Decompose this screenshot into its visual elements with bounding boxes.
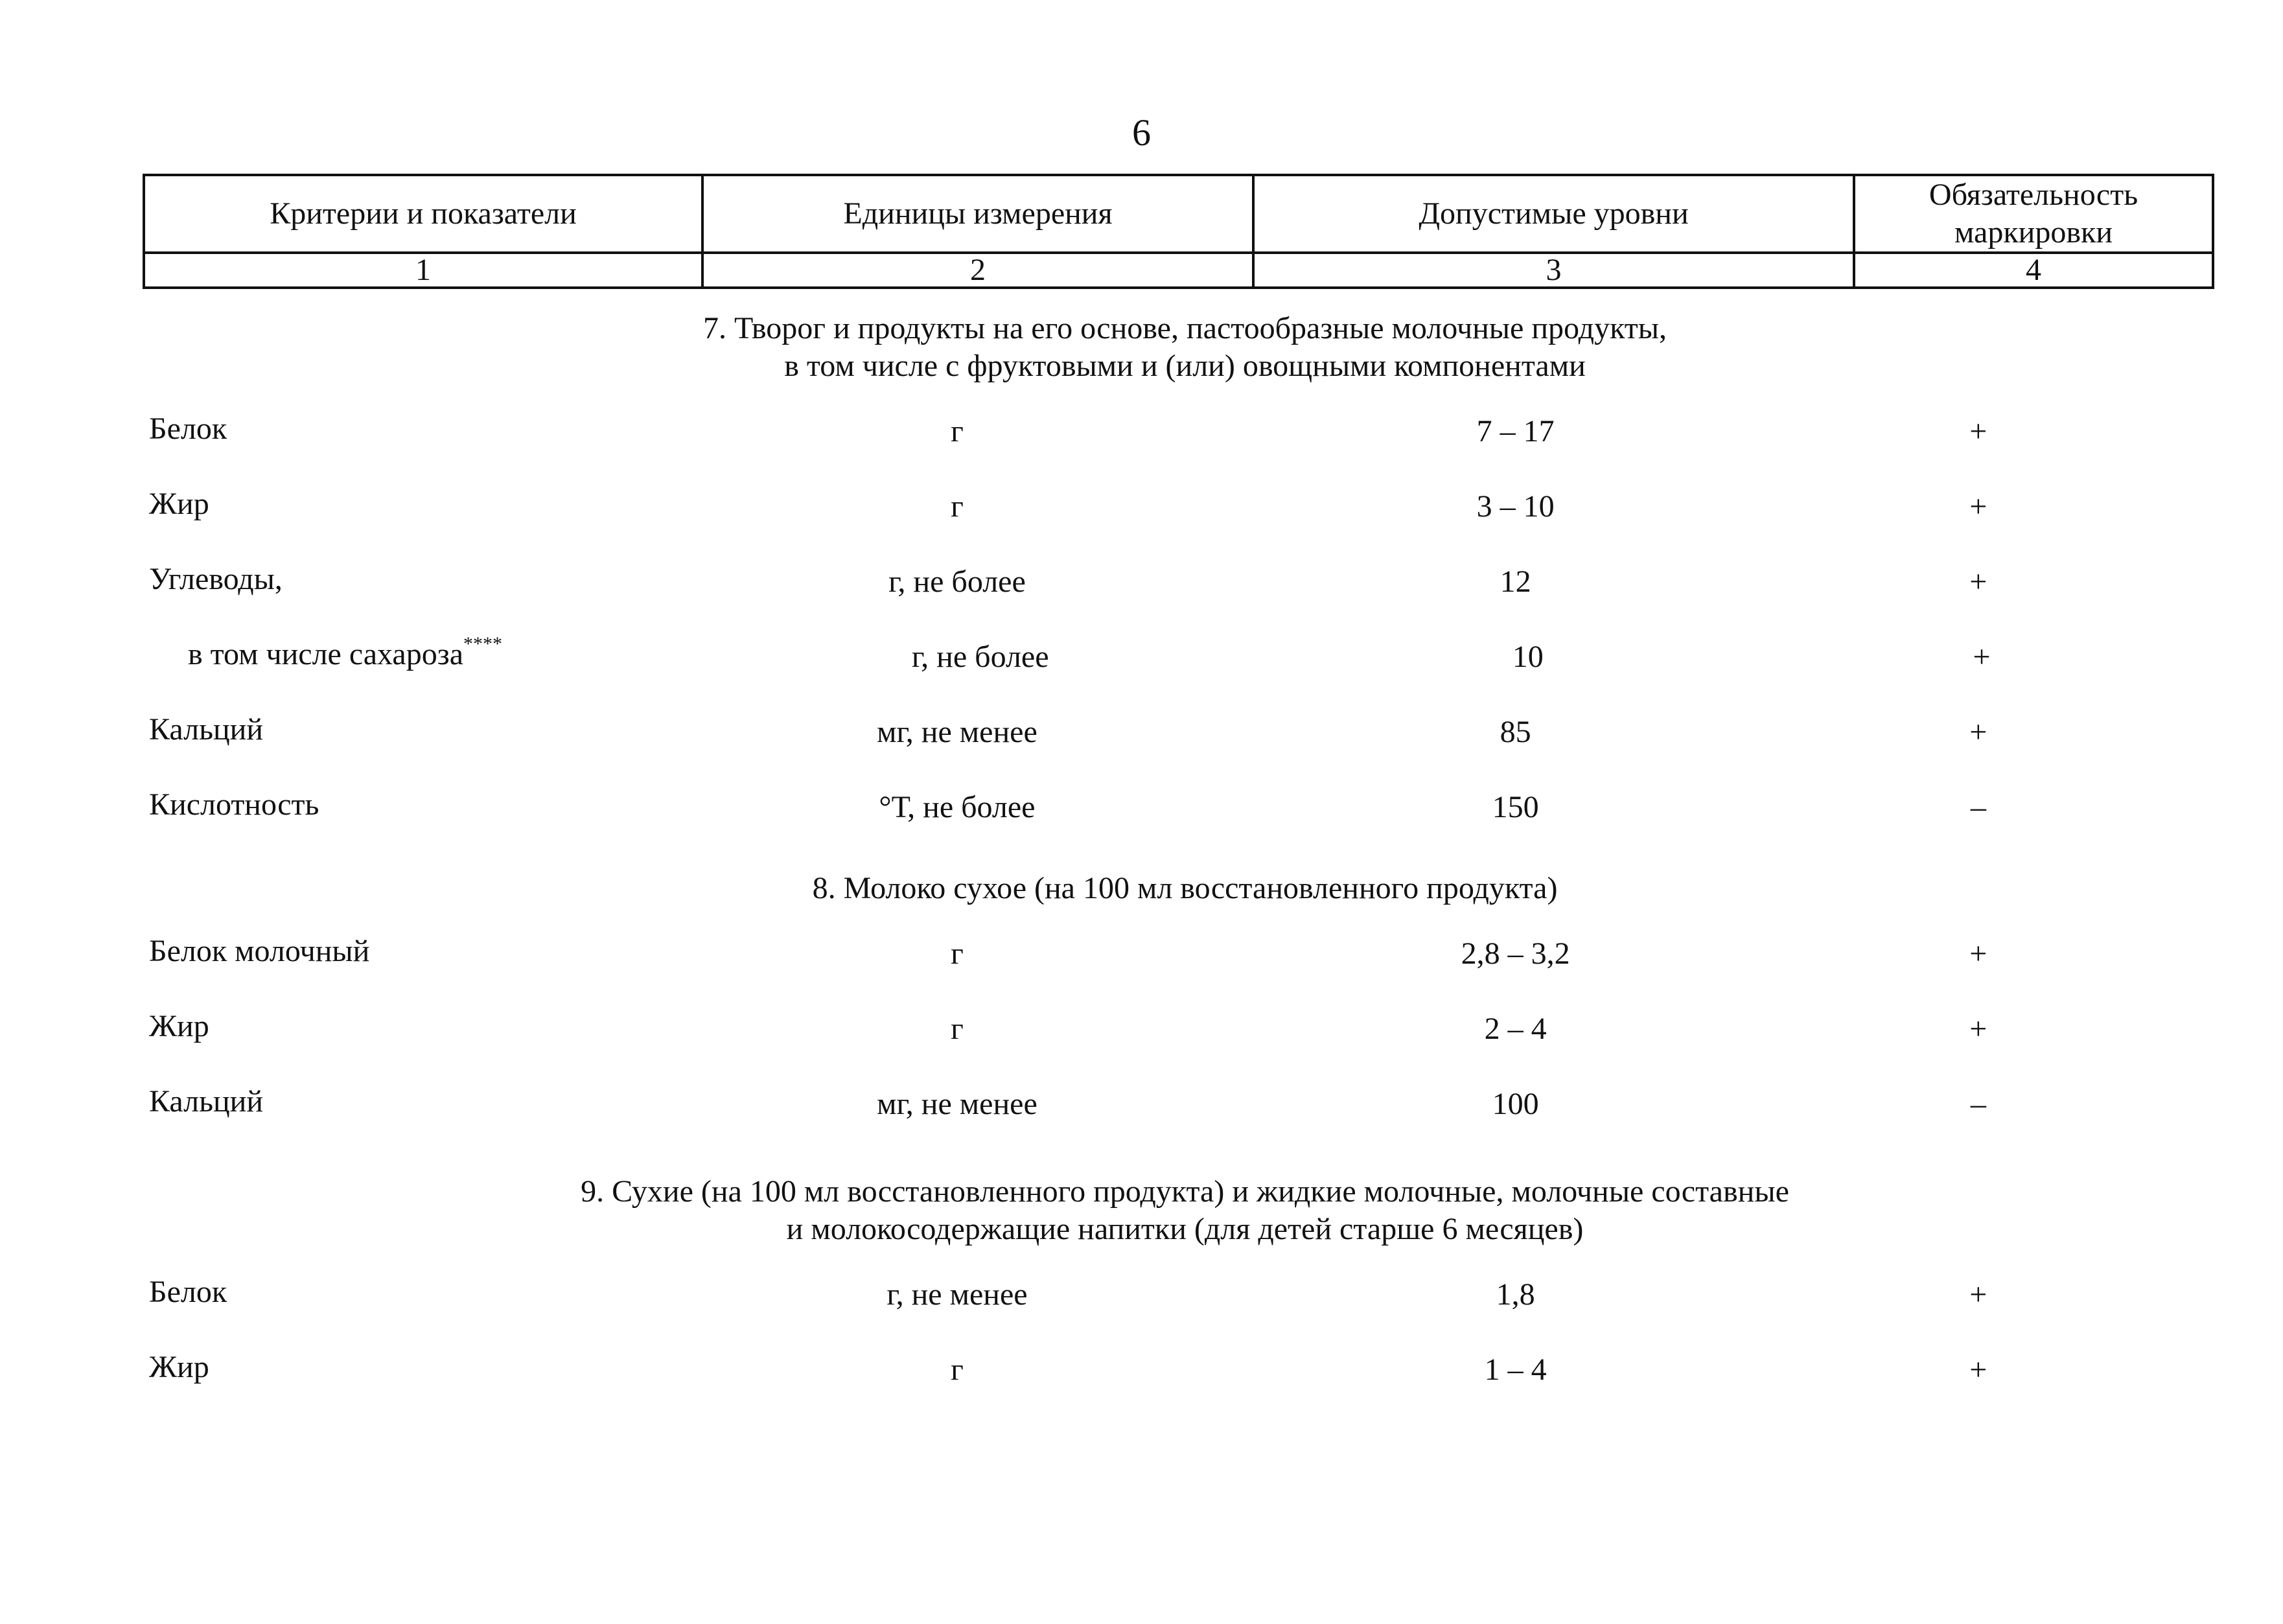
table-row <box>143 1084 2150 1159</box>
unit: мг, не менее <box>877 715 1037 749</box>
section-9-rows <box>143 1274 2150 1424</box>
unit: г, не более <box>911 640 1049 674</box>
labeling-mark: + <box>1973 640 1991 674</box>
section-title-9-line1: 9. Сухие (на 100 мл восстановленного продукта) и жидкие молочные, молочные составные <box>581 1174 1789 1209</box>
section-7-rows <box>143 411 2150 862</box>
allowed-level: 7 – 17 <box>1476 414 1555 448</box>
criterion-name: Жир <box>149 1009 209 1043</box>
criterion-name: Углеводы, <box>149 562 283 596</box>
section-title-7-line1: 7. Творог и продукты на его основе, пастообразные молочные продукты, <box>703 311 1667 345</box>
criterion-name: Белок молочный <box>149 934 370 968</box>
criterion-name: Белок <box>149 1275 227 1309</box>
header-labeling <box>1854 175 2213 253</box>
allowed-level: 3 – 10 <box>1476 489 1555 524</box>
section-title-9-line2: и молокосодержащие напитки (для детей старше 6 месяцев) <box>786 1212 1584 1246</box>
unit: г <box>951 489 964 524</box>
labeling-mark: + <box>1969 489 1987 524</box>
table-row <box>143 561 2150 636</box>
allowed-level: 1 – 4 <box>1484 1352 1547 1387</box>
table-row <box>143 411 2150 486</box>
unit: г <box>951 1012 964 1046</box>
criterion-name <box>143 633 719 673</box>
unit: г <box>951 414 964 448</box>
labeling-mark: + <box>1969 1012 1987 1046</box>
section-title-7 <box>143 310 2150 385</box>
section-title-8-line1: 8. Молоко сухое (на 100 мл восстановленного продукта) <box>812 871 1558 905</box>
criterion-name: Кальций <box>149 712 264 747</box>
labeling-mark: + <box>1969 936 1987 971</box>
unit: г, не более <box>888 564 1026 599</box>
criterion-name: Жир <box>149 1350 209 1384</box>
table-row <box>143 1008 2150 1084</box>
criterion-name-text: в том числе сахароза <box>188 637 463 671</box>
header-labeling-line1: Обязательность <box>1929 178 2138 212</box>
header-num-4: 4 <box>1854 253 2213 288</box>
labeling-mark: + <box>1969 564 1987 599</box>
allowed-level: 85 <box>1500 715 1531 749</box>
header-num-3: 3 <box>1253 253 1854 288</box>
document-body <box>143 310 2150 1424</box>
header-num-1: 1 <box>144 253 702 288</box>
labeling-mark: + <box>1969 1277 1987 1312</box>
allowed-level: 1,8 <box>1496 1277 1535 1312</box>
unit: г <box>951 936 964 971</box>
header-units: Единицы измерения <box>702 175 1253 253</box>
allowed-level: 150 <box>1492 790 1539 824</box>
footnote-marker: **** <box>463 633 502 655</box>
table-row <box>143 933 2150 1008</box>
section-8-rows <box>143 933 2150 1159</box>
allowed-level: 2 – 4 <box>1484 1012 1547 1046</box>
section-title-8 <box>143 870 2150 907</box>
table-header <box>143 174 2214 289</box>
labeling-mark: – <box>1970 790 1986 824</box>
allowed-level: 10 <box>1512 640 1544 674</box>
criterion-name: Белок <box>149 412 227 446</box>
labeling-mark: – <box>1970 1087 1986 1121</box>
unit: г, не менее <box>887 1277 1028 1312</box>
table-row <box>143 787 2150 862</box>
table-row <box>143 712 2150 787</box>
allowed-level: 2,8 – 3,2 <box>1461 936 1570 971</box>
criterion-name: Кислотность <box>149 787 319 822</box>
table-row <box>143 486 2150 561</box>
section-title-9 <box>143 1173 2150 1248</box>
page-number: 6 <box>1132 111 1151 154</box>
header-num-2: 2 <box>702 253 1253 288</box>
header-labeling-line2: маркировки <box>1954 215 2113 249</box>
labeling-mark: + <box>1969 715 1987 749</box>
labeling-mark: + <box>1969 1352 1987 1387</box>
header-levels: Допустимые уровни <box>1253 175 1854 253</box>
allowed-level: 12 <box>1500 564 1531 599</box>
section-title-7-line2: в том числе с фруктовыми и (или) овощными компонентами <box>784 349 1586 383</box>
labeling-mark: + <box>1969 414 1987 448</box>
unit: °Т, не более <box>879 790 1036 824</box>
table-row <box>143 1274 2150 1349</box>
unit: г <box>951 1352 964 1387</box>
table-row <box>143 1349 2150 1424</box>
criterion-name: Жир <box>149 487 209 521</box>
unit: мг, не менее <box>877 1087 1037 1121</box>
allowed-level: 100 <box>1492 1087 1539 1121</box>
table-row <box>143 633 2150 712</box>
header-criteria: Критерии и показатели <box>144 175 702 253</box>
criterion-name: Кальций <box>149 1084 264 1119</box>
